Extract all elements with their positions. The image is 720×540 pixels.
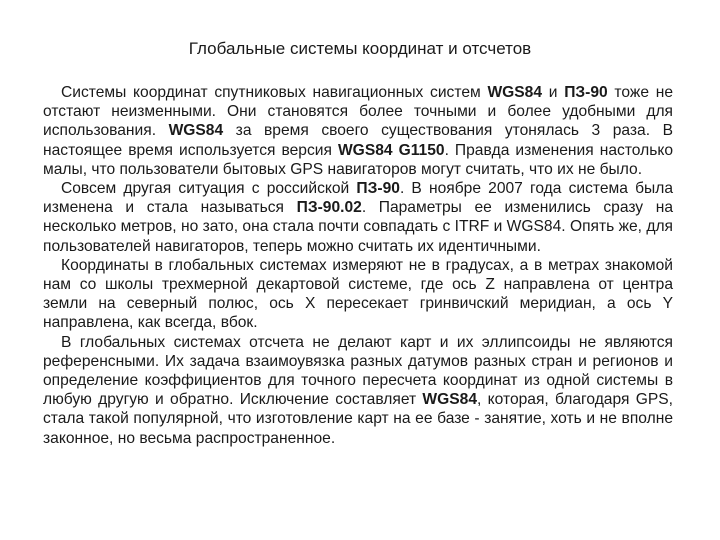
text-run: . Параметры ее изменились сразу на несколько метров, но зато, она стала почти совпадать с ITRF и WGS84. Опять же, для пользователей навигаторов, теперь можно считать их идентичными.: [43, 199, 674, 255]
term-wgs84: WGS84: [168, 122, 224, 140]
text-run: за время своего существования утонялась 3 раза. В настоящее время используется версия: [43, 122, 673, 159]
term-pz90: ПЗ-90: [356, 180, 400, 198]
term-pz90-02: ПЗ-90.02: [296, 199, 362, 217]
text-run: Системы координат спутниковых навигационных систем: [61, 84, 488, 101]
paragraph-wgs84-pz90: [43, 83, 673, 179]
paragraph-cartesian-axes: [43, 256, 673, 333]
term-pz90: ПЗ-90: [564, 84, 608, 101]
text-run: . Правда изменения настолько малы, что пользователи бытовых GPS навигаторов могут считать, что их не было.: [43, 141, 674, 178]
text-run: тоже не отстают неизменными. Они становятся более точными и более удобными для использования.: [43, 84, 673, 140]
text-run: и: [542, 84, 565, 101]
text-run: , которая, благодаря GPS, стала такой популярной, что изготовление карт на ее базе - занятие, хоть и не вполне законное, но весьма распространенное.: [43, 391, 673, 447]
term-wgs84: WGS84: [422, 391, 478, 409]
text-run: Координаты в глобальных системах измеряют не в градусах, а в метрах знакомой нам со школы трехмерной декартовой системе, где ось Z направлена от центра земли на северный полюс, ось X пересекает гринвичский меридиан, а ось Y направлена, как всегда, вбок.: [43, 256, 673, 332]
term-wgs84-g1150: WGS84 G1150: [337, 141, 445, 159]
slide-title: Глобальные системы координат и отсчетов: [188, 39, 532, 58]
paragraph-reference-systems: [43, 333, 673, 448]
term-wgs84: WGS84: [487, 84, 543, 101]
text-run: В глобальных системах отсчета не делают карт и их эллипсоиды не являются референсными. Их задача взаимоувязка разных датумов разных стран и регионов и определение коэффициентов для точного пересчета координат из одной системы в любую другую и обратно. Исключение составляет: [43, 333, 673, 409]
paragraph-pz90-change: [43, 179, 673, 256]
text-run: Совсем другая ситуация с российской: [61, 180, 357, 198]
text-run: . В ноябре 2007 года система была изменена и стала называться: [43, 180, 673, 217]
slide-body: [43, 83, 673, 448]
